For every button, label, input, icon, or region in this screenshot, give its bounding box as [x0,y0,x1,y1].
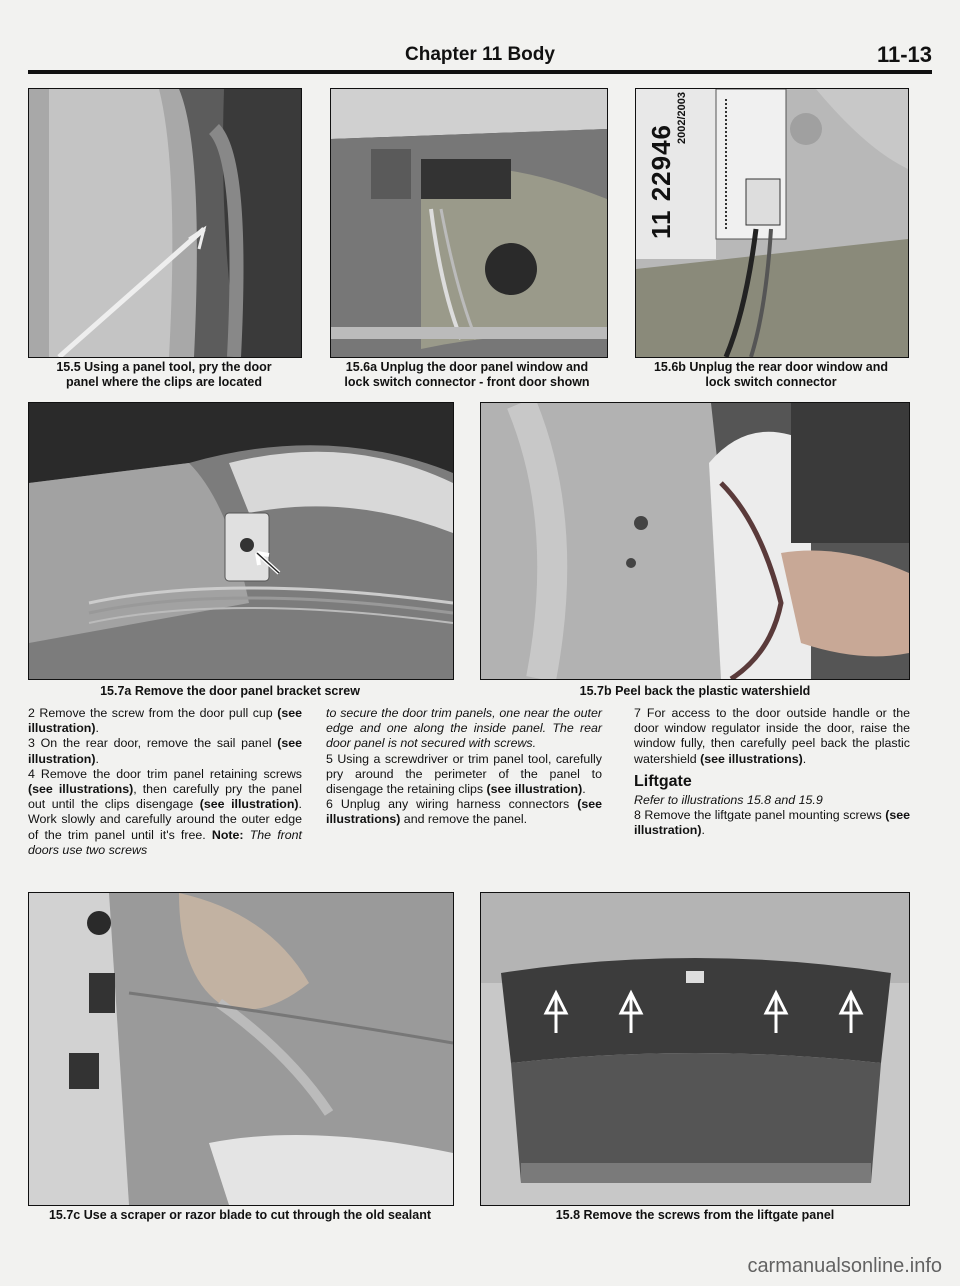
photo-15-7b [480,402,910,680]
section-heading-liftgate: Liftgate [634,772,692,790]
caption-15-7a: 15.7a Remove the door panel bracket screw [100,684,360,698]
watermark: carmanualsonline.info [747,1255,942,1277]
caption-15-5-line2: panel where the clips are located [66,375,262,389]
part-label-line2: 11 22946 [646,123,676,239]
part-label-line1: 2002/2003 [676,92,688,144]
caption-15-7c: 15.7c Use a scraper or razor blade to cut through the old sealant [48,1208,432,1222]
caption-15-6a-line1: 15.6a Unplug the door panel window and [345,360,589,374]
step-6: 6 Unplug any wiring harness connectors (see illustrations) and remove the panel. [326,797,602,827]
caption-15-7b: 15.7b Peel back the plastic watershield [579,684,811,698]
text-column-2 [326,706,602,828]
caption-15-6a-line2: lock switch connector - front door shown [344,375,590,389]
page-number: 11-13 [876,42,932,67]
step-2: 2 Remove the screw from the door pull cup (see illustration). [28,706,302,736]
photo-15-7c [28,892,454,1206]
caption-15-6b-line1: 15.6b Unplug the rear door window and [653,360,889,374]
text-column-3 [634,706,910,839]
photo-15-6b [635,88,909,358]
photo-15-6a [330,88,608,358]
caption-15-5-line1: 15.5 Using a panel tool, pry the door [56,360,272,374]
page-header [28,40,932,80]
note-continued: to secure the door trim panels, one near the outer edge and one along the inside panel. The rear door panel is not secured with screws. [326,706,602,751]
caption-15-8: 15.8 Remove the screws from the liftgate panel [555,1208,835,1222]
caption-15-5 [28,360,300,390]
step-4: 4 Remove the door trim panel retaining screws (see illustrations), then carefully pry the panel out until the clips disengage (see illustration). Work slowly and carefully around the outer edge of the trim panel until it's free. Note: The front doors use two screws [28,766,302,857]
header-rule [28,70,932,74]
step-8: 8 Remove the liftgate panel mounting screws (see illustration). [634,808,910,838]
refer-note: Refer to illustrations 15.8 and 15.9 [634,793,823,808]
step-7: 7 For access to the door outside handle or the door window regulator inside the door, raise the window fully, then carefully peel back the plastic watershield (see illustrations). [634,706,910,766]
caption-15-6b-line2: lock switch connector [705,375,837,389]
photo-15-5 [28,88,302,358]
photo-15-7a [28,402,454,680]
step-5: 5 Using a screwdriver or trim panel tool, carefully pry around the perimeter of the panel to disengage the retaining clips (see illustration). [326,751,602,797]
caption-15-6a [322,360,612,390]
text-column-1 [28,706,302,858]
step-3: 3 On the rear door, remove the sail panel (see illustration). [28,736,302,766]
photo-15-8 [480,892,910,1206]
caption-15-6b [630,360,912,390]
chapter-title: Chapter 11 Body [405,44,555,65]
